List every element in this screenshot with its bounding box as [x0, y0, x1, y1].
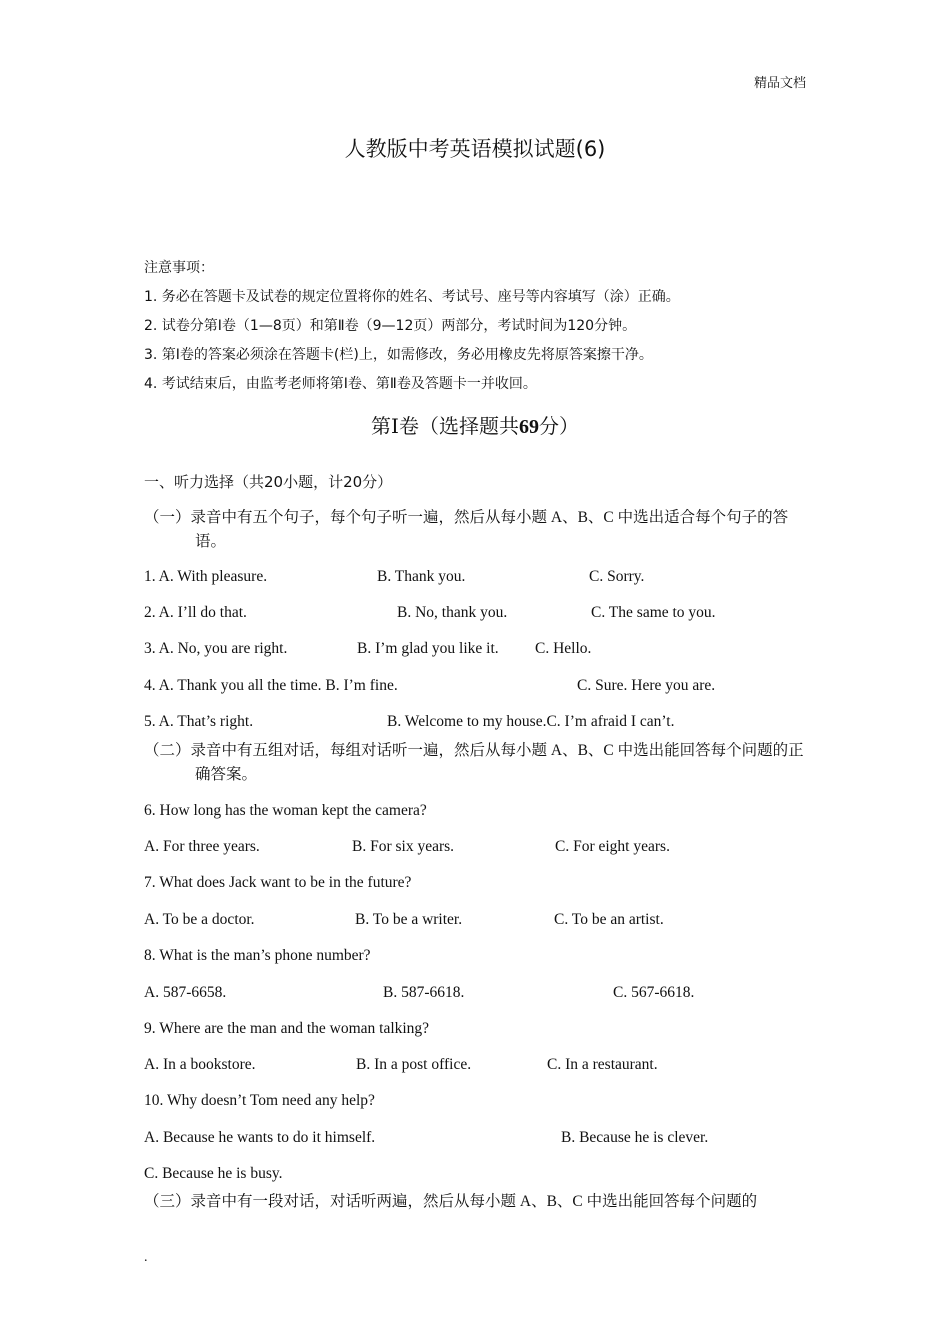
- notice-heading: 注意事项：: [144, 260, 214, 276]
- q4-option-ab: 4. A. Thank you all the time. B. I’m fine.: [144, 677, 398, 694]
- q6-option-c: C. For eight years.: [555, 838, 670, 855]
- q6-option-b: B. For six years.: [352, 838, 455, 855]
- q1-option-c: C. Sorry.: [589, 568, 645, 585]
- q8-option-c: C. 567-6618.: [613, 984, 695, 1001]
- sub-instruction-1: [144, 506, 810, 554]
- part-title-suffix: 分）: [538, 416, 579, 438]
- q7-stem: 7. What does Jack want to be in the future?: [144, 874, 412, 891]
- q9-option-a: A. In a bookstore.: [144, 1056, 256, 1073]
- q8-option-b: B. 587-6618.: [383, 984, 465, 1001]
- part-title: [0, 410, 950, 439]
- page-title: 人教版中考英语模拟试题(6): [344, 137, 606, 161]
- q8-stem: 8. What is the man’s phone number?: [144, 947, 371, 964]
- q10-stem: 10. Why doesn’t Tom need any help?: [144, 1092, 375, 1109]
- q3-option-b: B. I’m glad you like it.: [357, 640, 499, 657]
- header-label: 精品文档: [753, 76, 806, 91]
- q10-option-c: C. Because he is busy.: [144, 1165, 283, 1182]
- q8-option-a: A. 587-6658.: [144, 984, 227, 1001]
- notice-item-3: 3. 第Ⅰ卷的答案必须涂在答题卡(栏)上，如需修改，务必用橡皮先将原答案擦干净。: [144, 347, 653, 363]
- section-heading: 一、听力选择（共20小题，计20分）: [144, 473, 393, 491]
- notice-item-1: 1. 务必在答题卡及试卷的规定位置将你的姓名、考试号、座号等内容填写（涂）正确。: [144, 289, 680, 305]
- q10-option-a: A. Because he wants to do it himself.: [144, 1129, 376, 1146]
- notice-item-2: 2. 试卷分第Ⅰ卷（1—8页）和第Ⅱ卷（9—12页）两部分，考试时间为120分钟。: [144, 318, 637, 334]
- q2-option-a: 2. A. I’ll do that.: [144, 604, 247, 621]
- q4-option-c: C. Sure. Here you are.: [577, 677, 716, 694]
- q5-option-a: 5. A. That’s right.: [144, 713, 254, 730]
- q9-stem: 9. Where are the man and the woman talking?: [144, 1020, 430, 1037]
- q10-option-b: B. Because he is clever.: [561, 1129, 709, 1146]
- q9-option-c: C. In a restaurant.: [547, 1056, 658, 1073]
- q5-option-bc: B. Welcome to my house.C. I’m afraid I can’t.: [387, 713, 675, 730]
- q7-option-b: B. To be a writer.: [355, 911, 463, 928]
- part-title-prefix: 第Ⅰ卷（选择题共: [371, 416, 519, 438]
- q2-option-c: C. The same to you.: [591, 604, 716, 621]
- q7-option-c: C. To be an artist.: [554, 911, 664, 928]
- q6-stem: 6. How long has the woman kept the camera?: [144, 802, 427, 819]
- q9-option-b: B. In a post office.: [356, 1056, 472, 1073]
- part-title-score: 69: [518, 416, 539, 438]
- sub-instruction-2-text: （二）录音中有五组对话，每组对话听一遍，然后从每小题 A、B、C 中选出能回答每个问题的正确答案。: [144, 742, 804, 783]
- q2-option-b: B. No, thank you.: [397, 604, 508, 621]
- q1-option-b: B. Thank you.: [377, 568, 466, 585]
- sub-instruction-1-text: （一）录音中有五个句子，每个句子听一遍，然后从每小题 A、B、C 中选出适合每个句子的答语。: [144, 509, 789, 550]
- q7-option-a: A. To be a doctor.: [144, 911, 255, 928]
- q6-option-a: A. For three years.: [144, 838, 260, 855]
- notice-item-4: 4. 考试结束后，由监考老师将第Ⅰ卷、第Ⅱ卷及答题卡一并收回。: [144, 376, 537, 392]
- q3-option-c: C. Hello.: [535, 640, 592, 657]
- footer-mark: .: [144, 1250, 148, 1265]
- q3-option-a: 3. A. No, you are right.: [144, 640, 288, 657]
- sub-instruction-3: （三）录音中有一段对话，对话听两遍，然后从每小题 A、B、C 中选出能回答每个问题的: [144, 1193, 758, 1210]
- sub-instruction-2: [144, 739, 810, 787]
- q1-option-a: 1. A. With pleasure.: [144, 568, 268, 585]
